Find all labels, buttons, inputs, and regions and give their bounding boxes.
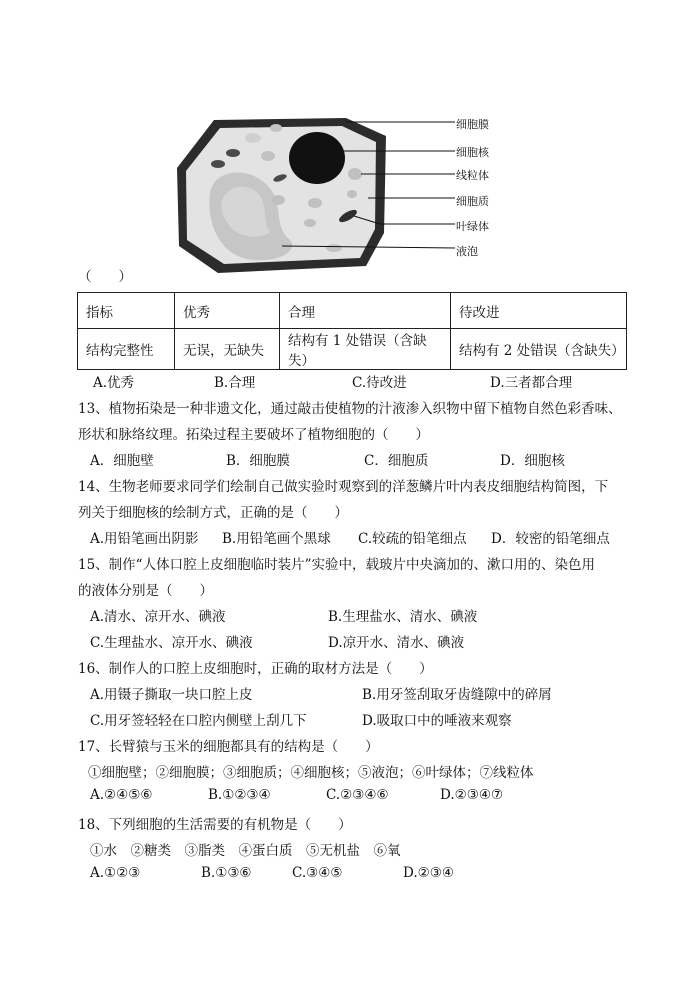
label-chloroplast: 叶绿体	[456, 220, 489, 233]
q12-option-b[interactable]: B.合理	[214, 375, 256, 391]
table-cell: 合理	[280, 293, 451, 329]
q17-stem-line1: 17、长臂猿与玉米的细胞都具有的结构是（ ）	[78, 739, 379, 755]
q14-option-a[interactable]: A.用铅笔画出阴影	[90, 531, 199, 547]
q18-option-a[interactable]: A.①②③	[90, 865, 141, 881]
q13-option-c[interactable]: C．细胞质	[364, 453, 429, 469]
table-row	[78, 329, 627, 370]
q13-option-a[interactable]: A．细胞壁	[90, 453, 154, 469]
rubric-table	[77, 292, 627, 370]
q12-option-a[interactable]: A.优秀	[93, 375, 135, 391]
q14-option-d[interactable]: D．较密的铅笔细点	[491, 531, 610, 547]
table-cell: 结构有 1 处错误（含缺失）	[280, 329, 451, 370]
q12-answer-blank: （ ）	[78, 269, 132, 285]
q15-option-c[interactable]: C.生理盐水、凉开水、碘液	[90, 635, 253, 651]
table-cell: 指标	[78, 293, 175, 329]
q17-option-b[interactable]: B.①②③④	[208, 787, 271, 803]
q15-option-b[interactable]: B.生理盐水、清水、碘液	[328, 609, 478, 625]
q15-stem-line2: 的液体分别是（ ）	[78, 583, 213, 599]
label-nucleus: 细胞核	[456, 146, 489, 159]
q18-stem-line1: 18、下列细胞的生活需要的有机物是（ ）	[78, 817, 352, 833]
q16-option-c[interactable]: C.用牙签轻轻在口腔内侧壁上刮几下	[90, 713, 307, 729]
q16-option-b[interactable]: B.用牙签刮取牙齿缝隙中的碎屑	[362, 687, 552, 703]
q15-stem-line1: 15、制作“人体口腔上皮细胞临时装片”实验中，载玻片中央滴加的、漱口用的、染色用	[78, 557, 595, 573]
label-mitochondria: 线粒体	[456, 169, 489, 182]
q13-stem-line2: 形状和脉络纹理。拓染过程主要破坏了植物细胞的（ ）	[78, 427, 429, 443]
table-cell: 结构完整性	[78, 329, 175, 370]
q14-option-b[interactable]: B.用铅笔画个黑球	[222, 531, 331, 547]
q13-option-d[interactable]: D．细胞核	[500, 453, 565, 469]
q12-option-d[interactable]: D.三者都合理	[490, 375, 573, 391]
q18-option-c[interactable]: C.③④⑤	[292, 865, 343, 881]
q17-option-c[interactable]: C.②③④⑥	[326, 787, 389, 803]
table-cell: 结构有 2 处错误（含缺失）	[451, 329, 627, 370]
table-cell: 优秀	[175, 293, 280, 329]
table-row	[78, 293, 627, 329]
q18-option-b[interactable]: B.①③⑥	[201, 865, 252, 881]
q17-structure-list: ①细胞壁；②细胞膜；③细胞质；④细胞核；⑤液泡；⑥叶绿体；⑦线粒体	[88, 765, 534, 781]
q17-option-d[interactable]: D.②③④⑦	[440, 787, 504, 803]
q12-option-c[interactable]: C.待改进	[352, 375, 407, 391]
q13-stem-line1: 13、植物拓染是一种非遗文化，通过敲击使植物的汁液渗入织物中留下植物自然色彩香味、	[78, 401, 622, 417]
q13-option-b[interactable]: B．细胞膜	[226, 453, 290, 469]
q14-option-c[interactable]: C.较疏的铅笔细点	[358, 531, 467, 547]
q18-substance-list: ①水 ②糖类 ③脂类 ④蛋白质 ⑤无机盐 ⑥氧	[90, 843, 401, 859]
q18-option-d[interactable]: D.②③④	[403, 865, 454, 881]
table-cell: 无误，无缺失	[175, 329, 280, 370]
q15-option-d[interactable]: D.凉开水、清水、碘液	[328, 635, 465, 651]
q16-stem-line1: 16、制作人的口腔上皮细胞时，正确的取材方法是（ ）	[78, 661, 433, 677]
q16-option-d[interactable]: D.吸取口中的唾液来观察	[362, 713, 512, 729]
q17-option-a[interactable]: A.②④⑤⑥	[90, 787, 153, 803]
plant-cell-model-figure	[170, 108, 460, 276]
q14-stem-line1: 14、生物老师要求同学们绘制自己做实验时观察到的洋葱鳞片叶内表皮细胞结构简图，下	[78, 479, 609, 495]
label-vacuole: 液泡	[456, 245, 478, 258]
label-cytoplasm: 细胞质	[456, 195, 489, 208]
q16-option-a[interactable]: A.用镊子撕取一块口腔上皮	[90, 687, 253, 703]
q14-stem-line2: 列关于细胞核的绘制方式，正确的是（ ）	[78, 505, 348, 521]
q15-option-a[interactable]: A.清水、凉开水、碘液	[90, 609, 226, 625]
label-cell-membrane: 细胞膜	[456, 118, 489, 131]
table-cell: 待改进	[451, 293, 627, 329]
